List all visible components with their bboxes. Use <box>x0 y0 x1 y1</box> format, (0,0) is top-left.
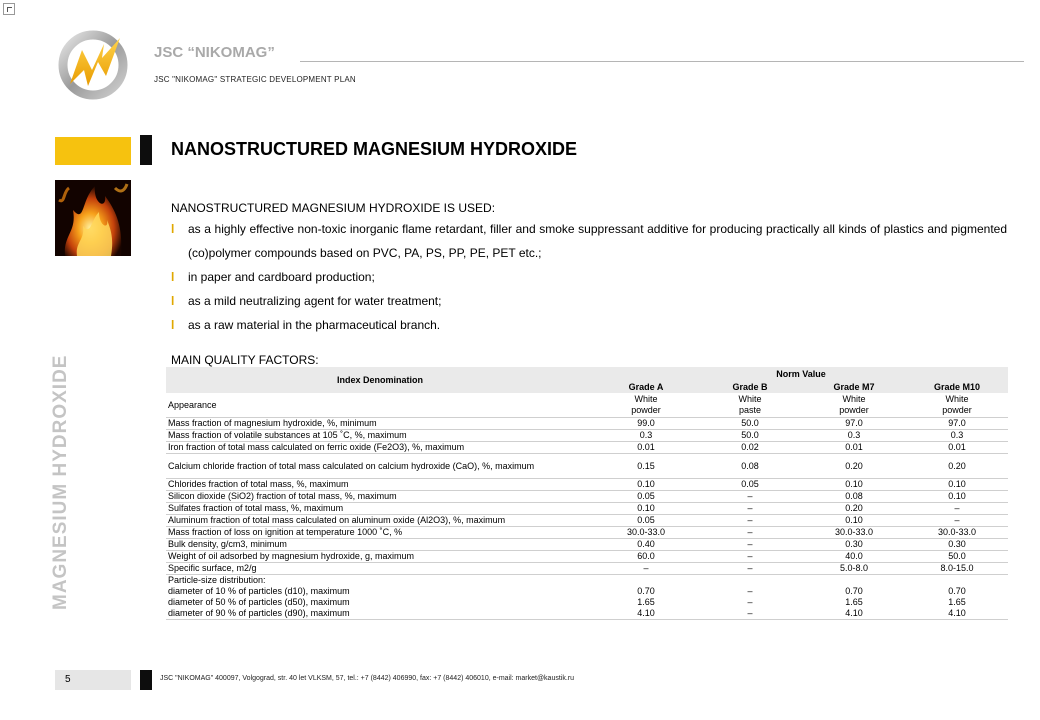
table-row <box>166 515 1008 527</box>
cell: 0.10 <box>802 515 906 527</box>
cell: 0.01 <box>594 442 698 454</box>
cell: 0.3 <box>802 430 906 442</box>
row-label: Chlorides fraction of total mass, %, maximum <box>166 479 594 491</box>
cell: 0.10 <box>906 491 1008 503</box>
cell: 0.30 <box>906 539 1008 551</box>
row-label: Mass fraction of loss on ignition at temperature 1000 ˚C, % <box>166 527 594 539</box>
side-label: MAGNESIUM HYDROXIDE <box>50 354 71 610</box>
page-number: 5 <box>65 674 71 685</box>
page-number-box <box>55 670 131 690</box>
fire-image <box>55 180 131 256</box>
footer-marker-bar <box>140 670 152 690</box>
cell: 1.65 <box>845 597 863 607</box>
cell: 0.10 <box>906 479 1008 491</box>
table-row <box>166 551 1008 563</box>
cell: White paste <box>698 393 802 418</box>
cell: – <box>906 503 1008 515</box>
cell: 0.01 <box>802 442 906 454</box>
row-label: Weight of oil adsorbed by magnesium hydroxide, g, maximum <box>166 551 594 563</box>
table-row <box>166 539 1008 551</box>
company-logo <box>58 30 132 100</box>
table-row <box>166 393 1008 418</box>
cell: 97.0 <box>906 418 1008 430</box>
bullet-icon: l <box>171 294 175 308</box>
row-label: Iron fraction of total mass calculated on ferric oxide (Fe2O3), %, maximum <box>166 442 594 454</box>
cell: 0.10 <box>594 503 698 515</box>
row-label: Specific surface, m2/g <box>166 563 594 575</box>
cell: – <box>698 608 802 620</box>
list-item-text: as a highly effective non-toxic inorganic flame retardant, filler and smoke suppressant additive for producing practically all kinds of plastics and pigmented (co)polymer compounds based on PVC, PA, PS, PP, PE, PET etc.; <box>188 222 1007 260</box>
cell: 0.05 <box>594 491 698 503</box>
cell: 50.0 <box>906 551 1008 563</box>
cell: 4.10 <box>594 608 698 620</box>
header-index: Index Denomination <box>166 367 594 393</box>
row-label: Bulk density, g/cm3, minimum <box>166 539 594 551</box>
row-label: diameter of 10 % of particles (d10), maximum <box>168 586 350 596</box>
cell: 0.08 <box>698 454 802 479</box>
cell: 0.20 <box>802 454 906 479</box>
table-row <box>166 597 1008 608</box>
cell: 5.0-8.0 <box>802 563 906 575</box>
header-grade: Grade M7 <box>802 381 906 393</box>
company-name: JSC “NIKOMAG” <box>154 44 275 61</box>
quality-heading: MAIN QUALITY FACTORS: <box>171 353 319 367</box>
cell: – <box>906 515 1008 527</box>
header-grade: Grade B <box>698 381 802 393</box>
bullet-icon: l <box>171 270 175 284</box>
cell: – <box>747 586 753 596</box>
cell: 30.0-33.0 <box>906 527 1008 539</box>
cell: 0.10 <box>594 479 698 491</box>
cell: 0.20 <box>906 454 1008 479</box>
bullet-icon: l <box>171 222 175 236</box>
list-item <box>171 265 1007 289</box>
table-row <box>166 586 1008 597</box>
cell: – <box>698 491 802 503</box>
title-marker-bar <box>140 135 152 165</box>
table-row <box>166 454 1008 479</box>
row-label: diameter of 90 % of particles (d90), maximum <box>166 608 594 620</box>
list-item-text: as a raw material in the pharmaceutical branch. <box>188 318 441 332</box>
cell: 50.0 <box>698 418 802 430</box>
row-label: Mass fraction of volatile substances at 105 ˚C, %, maximum <box>166 430 594 442</box>
row-label: Appearance <box>166 393 594 418</box>
cell: 0.08 <box>802 491 906 503</box>
table-row <box>166 430 1008 442</box>
cell: – <box>698 563 802 575</box>
slide-title: NANOSTRUCTURED MAGNESIUM HYDROXIDE <box>171 139 578 159</box>
cell: 0.30 <box>802 539 906 551</box>
cell: 0.70 <box>845 586 863 596</box>
cell: 0.40 <box>594 539 698 551</box>
cell: – <box>698 539 802 551</box>
bullet-icon: l <box>171 318 175 332</box>
cell: – <box>594 563 698 575</box>
cell: 0.70 <box>637 586 655 596</box>
row-label: Aluminum fraction of total mass calculated on aluminum oxide (Al2O3), %, maximum <box>166 515 594 527</box>
accent-block <box>55 137 131 165</box>
row-label: Sulfates fraction of total mass, %, maximum <box>166 503 594 515</box>
cell: 0.05 <box>698 479 802 491</box>
table-row <box>166 527 1008 539</box>
cell: White powder <box>594 393 698 418</box>
quality-table <box>166 367 1008 620</box>
table-row <box>166 491 1008 503</box>
cell: 97.0 <box>802 418 906 430</box>
usage-list <box>171 217 1007 337</box>
cell: 30.0-33.0 <box>802 527 906 539</box>
cell: – <box>698 527 802 539</box>
cell: 1.65 <box>948 597 966 607</box>
cell: 0.3 <box>594 430 698 442</box>
cell: 0.70 <box>948 586 966 596</box>
cell: 30.0-33.0 <box>594 527 698 539</box>
list-item <box>171 217 1007 265</box>
cell: 60.0 <box>594 551 698 563</box>
cell: 0.02 <box>698 442 802 454</box>
header-norm: Norm Value <box>594 367 1008 381</box>
cell: 0.15 <box>594 454 698 479</box>
list-item-text: in paper and cardboard production; <box>188 270 375 284</box>
cell: 1.65 <box>637 597 655 607</box>
table-row <box>166 479 1008 491</box>
cell: 8.0-15.0 <box>906 563 1008 575</box>
cell: 99.0 <box>594 418 698 430</box>
cell: 0.10 <box>802 479 906 491</box>
usage-heading: NANOSTRUCTURED MAGNESIUM HYDROXIDE IS USED: <box>171 201 496 215</box>
table-row <box>166 563 1008 575</box>
row-label: Particle-size distribution: <box>168 575 266 585</box>
cell: – <box>698 503 802 515</box>
header-grade: Grade M10 <box>906 381 1008 393</box>
list-item-text: as a mild neutralizing agent for water treatment; <box>188 294 442 308</box>
cell: – <box>698 515 802 527</box>
cell: 40.0 <box>802 551 906 563</box>
list-item <box>171 289 1007 313</box>
table-row <box>166 575 1008 587</box>
cell: 4.10 <box>906 608 1008 620</box>
list-item <box>171 313 1007 337</box>
row-label: diameter of 50 % of particles (d50), maximum <box>168 597 350 607</box>
plan-subtitle: JSC "NIKOMAG" STRATEGIC DEVELOPMENT PLAN <box>154 75 356 84</box>
table-row <box>166 608 1008 620</box>
cell: – <box>747 597 753 607</box>
header-grade: Grade A <box>594 381 698 393</box>
cell: 4.10 <box>802 608 906 620</box>
cell: 0.3 <box>906 430 1008 442</box>
cell: White powder <box>802 393 906 418</box>
cell: White powder <box>906 393 1008 418</box>
cell: 50.0 <box>698 430 802 442</box>
row-label: Calcium chloride fraction of total mass calculated on calcium hydroxide (CaO), %, maximum <box>166 454 594 479</box>
table-row <box>166 418 1008 430</box>
cell: 0.05 <box>594 515 698 527</box>
footer-contact: JSC "NIKOMAG" 400097, Volgograd, str. 40 let VLKSM, 57, tel.: +7 (8442) 406990, fax: +7 (8442) 406010, e-mail: market@kaustik.ru <box>160 675 575 682</box>
corner-mark-icon <box>3 3 15 15</box>
cell: – <box>698 551 802 563</box>
row-label: Mass fraction of magnesium hydroxide, %, minimum <box>166 418 594 430</box>
cell: 0.01 <box>906 442 1008 454</box>
cell: 0.20 <box>802 503 906 515</box>
row-label: Silicon dioxide (SiO2) fraction of total mass, %, maximum <box>166 491 594 503</box>
table-row <box>166 442 1008 454</box>
table-row <box>166 503 1008 515</box>
header-divider <box>300 61 1024 62</box>
